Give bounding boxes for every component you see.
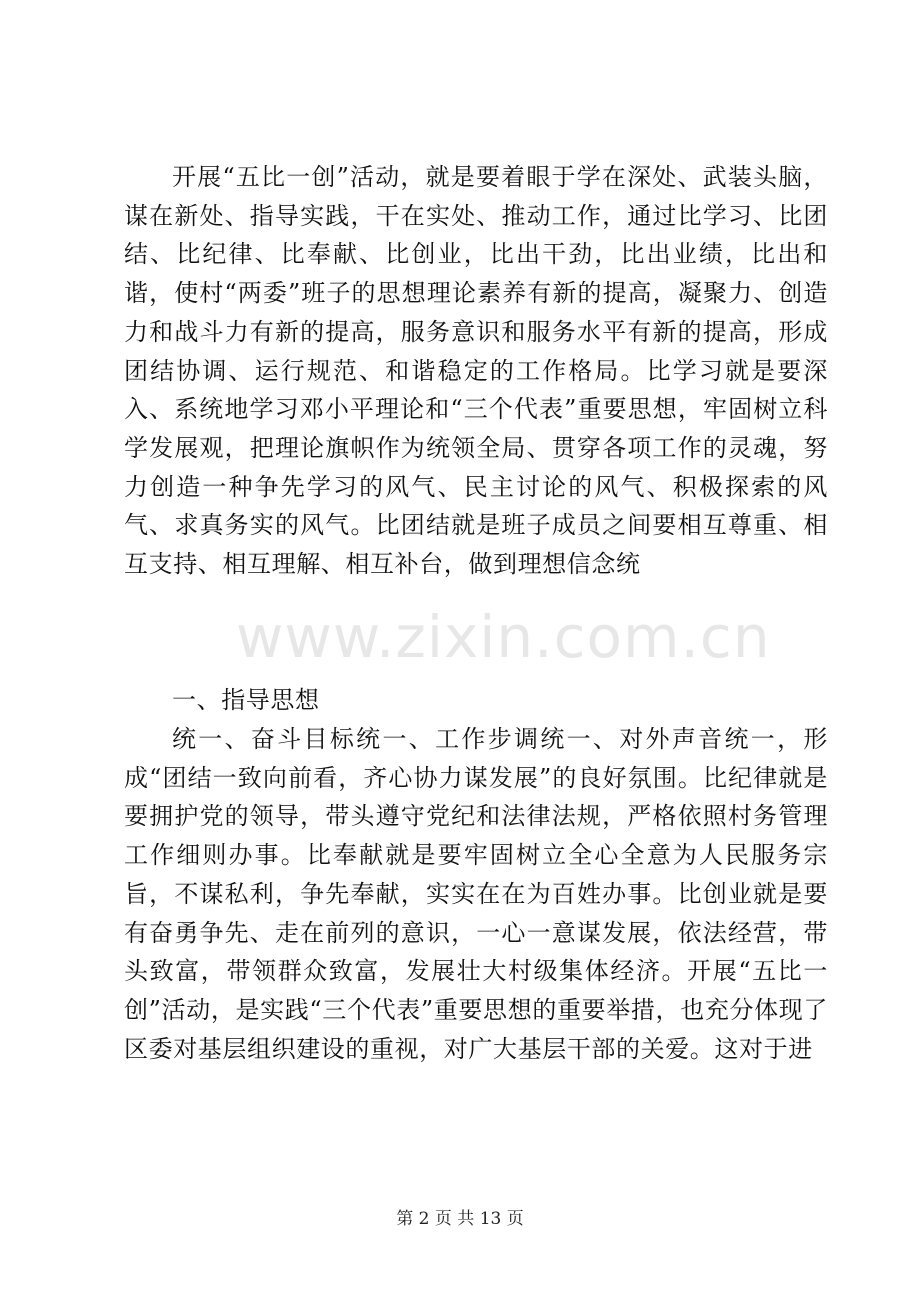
page-number-footer: 第 2 页 共 13 页: [396, 1209, 524, 1229]
body-paragraph-2: 统一、奋斗目标统一、工作步调统一、对外声音统一，形成“团结一致向前看，齐心协力谋发展”的良好氛围。比纪律就是要拥护党的领导，带头遵守党纪和法律法规，严格依照村务管理工作细则办事。比奉献就是要牢固树立全心全意为人民服务宗旨，不谋私利，争先奉献，实实在在为百姓办事。比创业就是要有奋勇争先、走在前列的意识，一心一意谋发展，依法经营，带头致富，带领群众致富，发展壮大村级集体经济。开展“五比一创”活动，是实践“三个代表”重要思想的重要举措，也充分体现了区委对基层组织建设的重视，对广大基层干部的关爱。这对于进: [124, 725, 828, 1063]
section-heading: 一、指导思想: [172, 686, 320, 714]
body-paragraph-1: 开展“五比一创”活动，就是要着眼于学在深处、武装头脑，谋在新处、指导实践，干在实处、推动工作，通过比学习、比团结、比纪律、比奉献、比创业，比出干劲，比出业绩，比出和谐，使村“两委”班子的思想理论素养有新的提高，凝聚力、创造力和战斗力有新的提高，服务意识和服务水平有新的提高，形成团结协调、运行规范、和谐稳定的工作格局。比学习就是要深入、系统地学习邓小平理论和“三个代表”重要思想，牢固树立科学发展观，把理论旗帜作为统领全局、贯穿各项工作的灵魂，努力创造一种争先学习的风气、民主讨论的风气、积极探索的风气、求真务实的风气。比团结就是班子成员之间要相互尊重、相互支持、相互理解、相互补台，做到理想信念统: [124, 163, 828, 579]
watermark: www.zixin.com.cn: [236, 603, 771, 671]
